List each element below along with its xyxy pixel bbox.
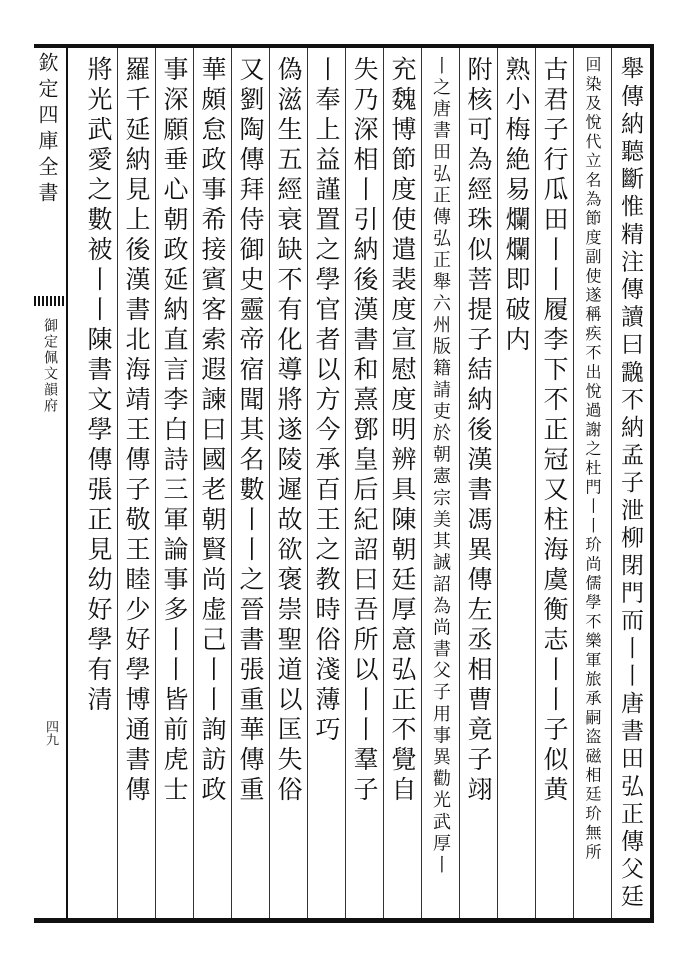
text-column: 舉傳納聽斷惟精注傳讀曰䨲不納孟子泄柳閉門而丨丨唐書田弘正傳父廷 <box>617 56 643 912</box>
column-rule <box>383 48 384 918</box>
text-column: 華頗怠政事希接賓客索遐諫曰國老朝賢尚虚己丨丨詢訪政 <box>198 56 227 806</box>
text-column: 古君子行瓜田丨丨履李下不正冠又柱海虞衡志丨丨子似黄 <box>540 56 569 806</box>
column-rule <box>535 48 536 918</box>
text-column: 丨之唐書田弘正傳弘正舉六州版籍請吏於朝憲宗美其誠詔為尚書父子用事異勸光武厚丨 <box>430 56 451 877</box>
text-column: 回染及悅代立名為節度副使遂稱疾不出悅過謝之杜門丨丨玠尚儒學不樂軍旅承嗣盗磁相廷玠無所 <box>583 56 602 863</box>
text-column: 將光武愛之數被丨丨陳書文學傳張正見幼好學有清 <box>84 56 113 716</box>
column-rule <box>269 48 270 918</box>
column-rule <box>231 48 232 918</box>
column-rule <box>155 48 156 918</box>
text-column: 充魏博節度使遣裴度宣慰度明辨具陳朝廷厚意弘正不覺自 <box>388 56 417 806</box>
column-rule <box>307 48 308 918</box>
column-rule <box>573 48 574 918</box>
frame-bottom-border <box>34 918 654 923</box>
text-column: 偽滋生五經衰缺不有化導將遂陵遲故欲褒崇聖道以匡失俗 <box>274 56 303 806</box>
column-rule <box>497 48 498 918</box>
column-rule <box>421 48 422 918</box>
fishtail-mark <box>34 296 66 306</box>
frame-top-border <box>34 44 654 48</box>
column-rule <box>117 48 118 918</box>
text-column: 丨奉上益謹置之學官者以方今承百王之教時俗淺薄巧 <box>312 56 341 746</box>
column-rule <box>611 48 612 918</box>
column-rule <box>193 48 194 918</box>
column-rule <box>345 48 346 918</box>
frame-right-border <box>650 44 654 923</box>
text-column: 熟小梅絶易爛爛即破内 <box>502 56 531 356</box>
text-column: 附核可為經珠似菩提子結納後漢書馮異傳左丞相曹竟子翊 <box>464 56 493 806</box>
spine-title: 欽定四庫全書 <box>35 52 59 208</box>
column-rule <box>459 48 460 918</box>
text-column: 失乃深相丨引納後漢書和熹鄧皇后紀詔曰吾所以丨丨羣子 <box>350 56 379 806</box>
text-column: 事深願垂心朝政延納直言李白詩三軍論事多丨丨皆前虎士 <box>160 56 189 806</box>
text-column: 羅千延納見上後漢書北海靖王傳子敬王睦少好學博通書傳 <box>122 56 151 806</box>
page-number: 四九 <box>43 720 58 746</box>
spine-subtitle: 御定佩文韻府 <box>42 318 58 414</box>
text-column: 又劉陶傳拜侍御史靈帝宿聞其名數丨丨之晉書張重華傳重 <box>236 56 265 806</box>
